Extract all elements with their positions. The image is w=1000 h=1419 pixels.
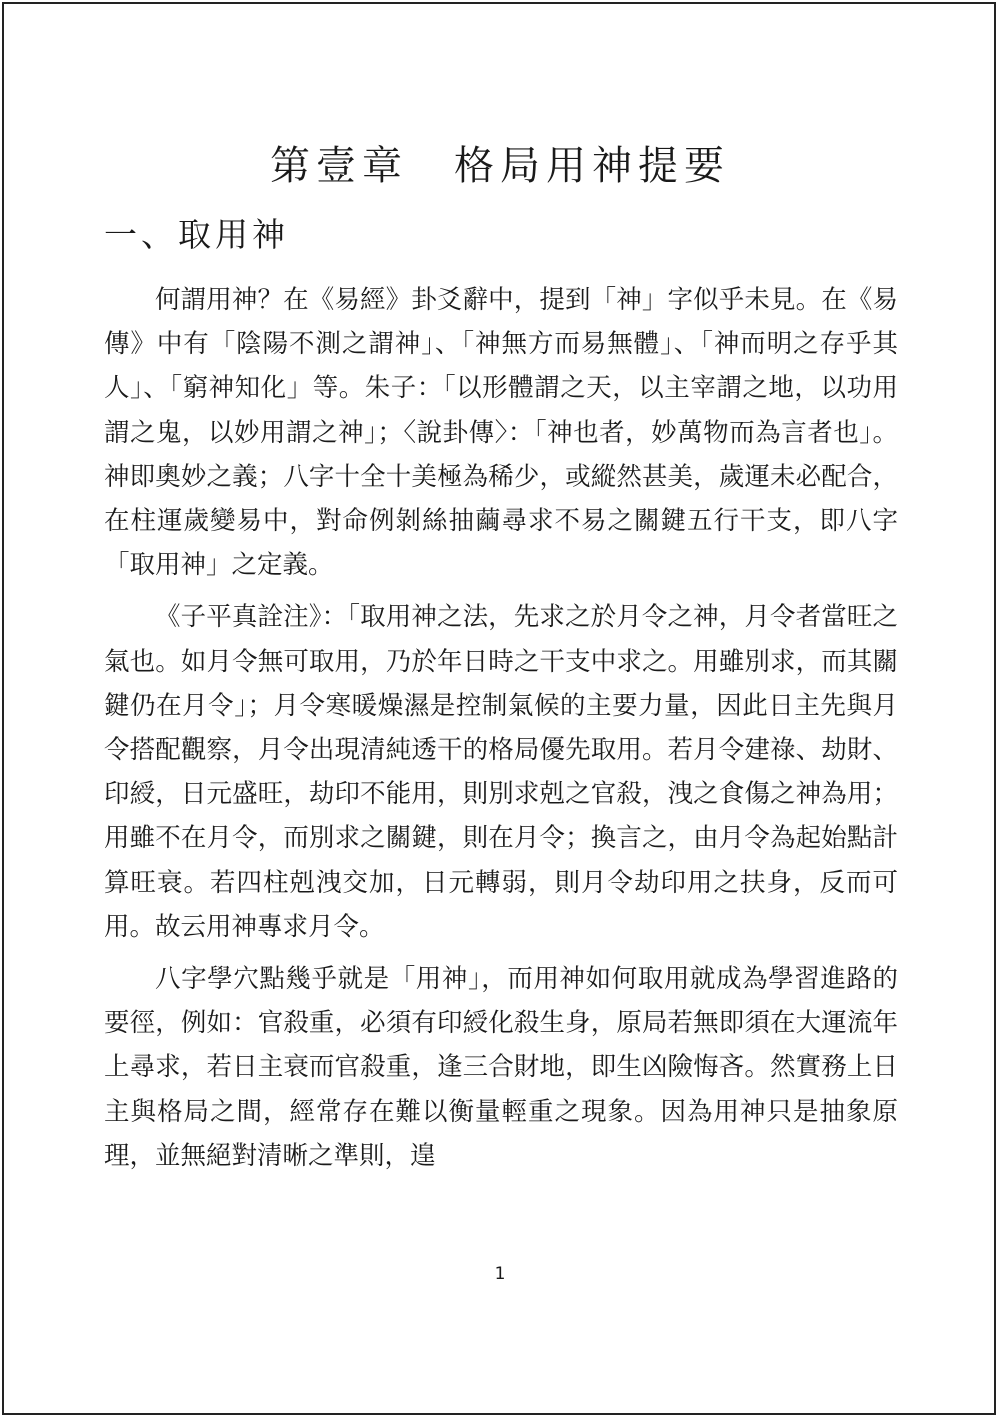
body-text — [104, 278, 898, 1186]
paragraph-3: 八字學穴點幾乎就是「用神」，而用神如何取用就成為學習進路的要徑，例如：官殺重，必須有印綬化殺生身，原局若無即須在大運流年上尋求，若日主衰而官殺重，逢三合財地，即生凶險悔吝。然實務上日主與格局之間，經常存在難以衡量輕重之現象。因為用神只是抽象原理，並無絕對清晰之準則，遑 — [104, 964, 898, 1171]
paragraph-2: 《子平真詮注》：「取用神之法，先求之於月令之神，月令者當旺之氣也。如月令無可取用，乃於年日時之干支中求之。用雖別求，而其關鍵仍在月令」；月令寒暖燥濕是控制氣候的主要力量，因此日主先與月令搭配觀察，月令出現清純透干的格局優先取用。若月令建祿、劫財、印綬，日元盛旺，劫印不能用，則別求剋之官殺，洩之食傷之神為用；用雖不在月令，而別求之關鍵，則在月令；換言之，由月令為起始點計算旺衰。若四柱剋洩交加，日元轉弱，則月令劫印用之扶身，反而可用。故云用神專求月令。 — [104, 602, 898, 942]
chapter-title: 第壹章 格局用神提要 — [270, 143, 730, 189]
paragraph-1: 何謂用神？在《易經》卦爻辭中，提到「神」字似乎未見。在《易傳》中有「陰陽不測之謂神」、「神無方而易無體」、「神而明之存乎其人」、「窮神知化」等。朱子：「以形體謂之天，以主宰謂之地，以功用謂之鬼，以妙用謂之神」；〈說卦傳〉：「神也者，妙萬物而為言者也」。神即奧妙之義；八字十全十美極為稀少，或縱然甚美，歲運未必配合，在柱運歲變易中，對命例剝絲抽繭尋求不易之關鍵五行干支，即八字「取用神」之定義。 — [104, 285, 898, 581]
page-number: 1 — [494, 1264, 506, 1284]
section-title: 一、取用神 — [104, 215, 289, 254]
